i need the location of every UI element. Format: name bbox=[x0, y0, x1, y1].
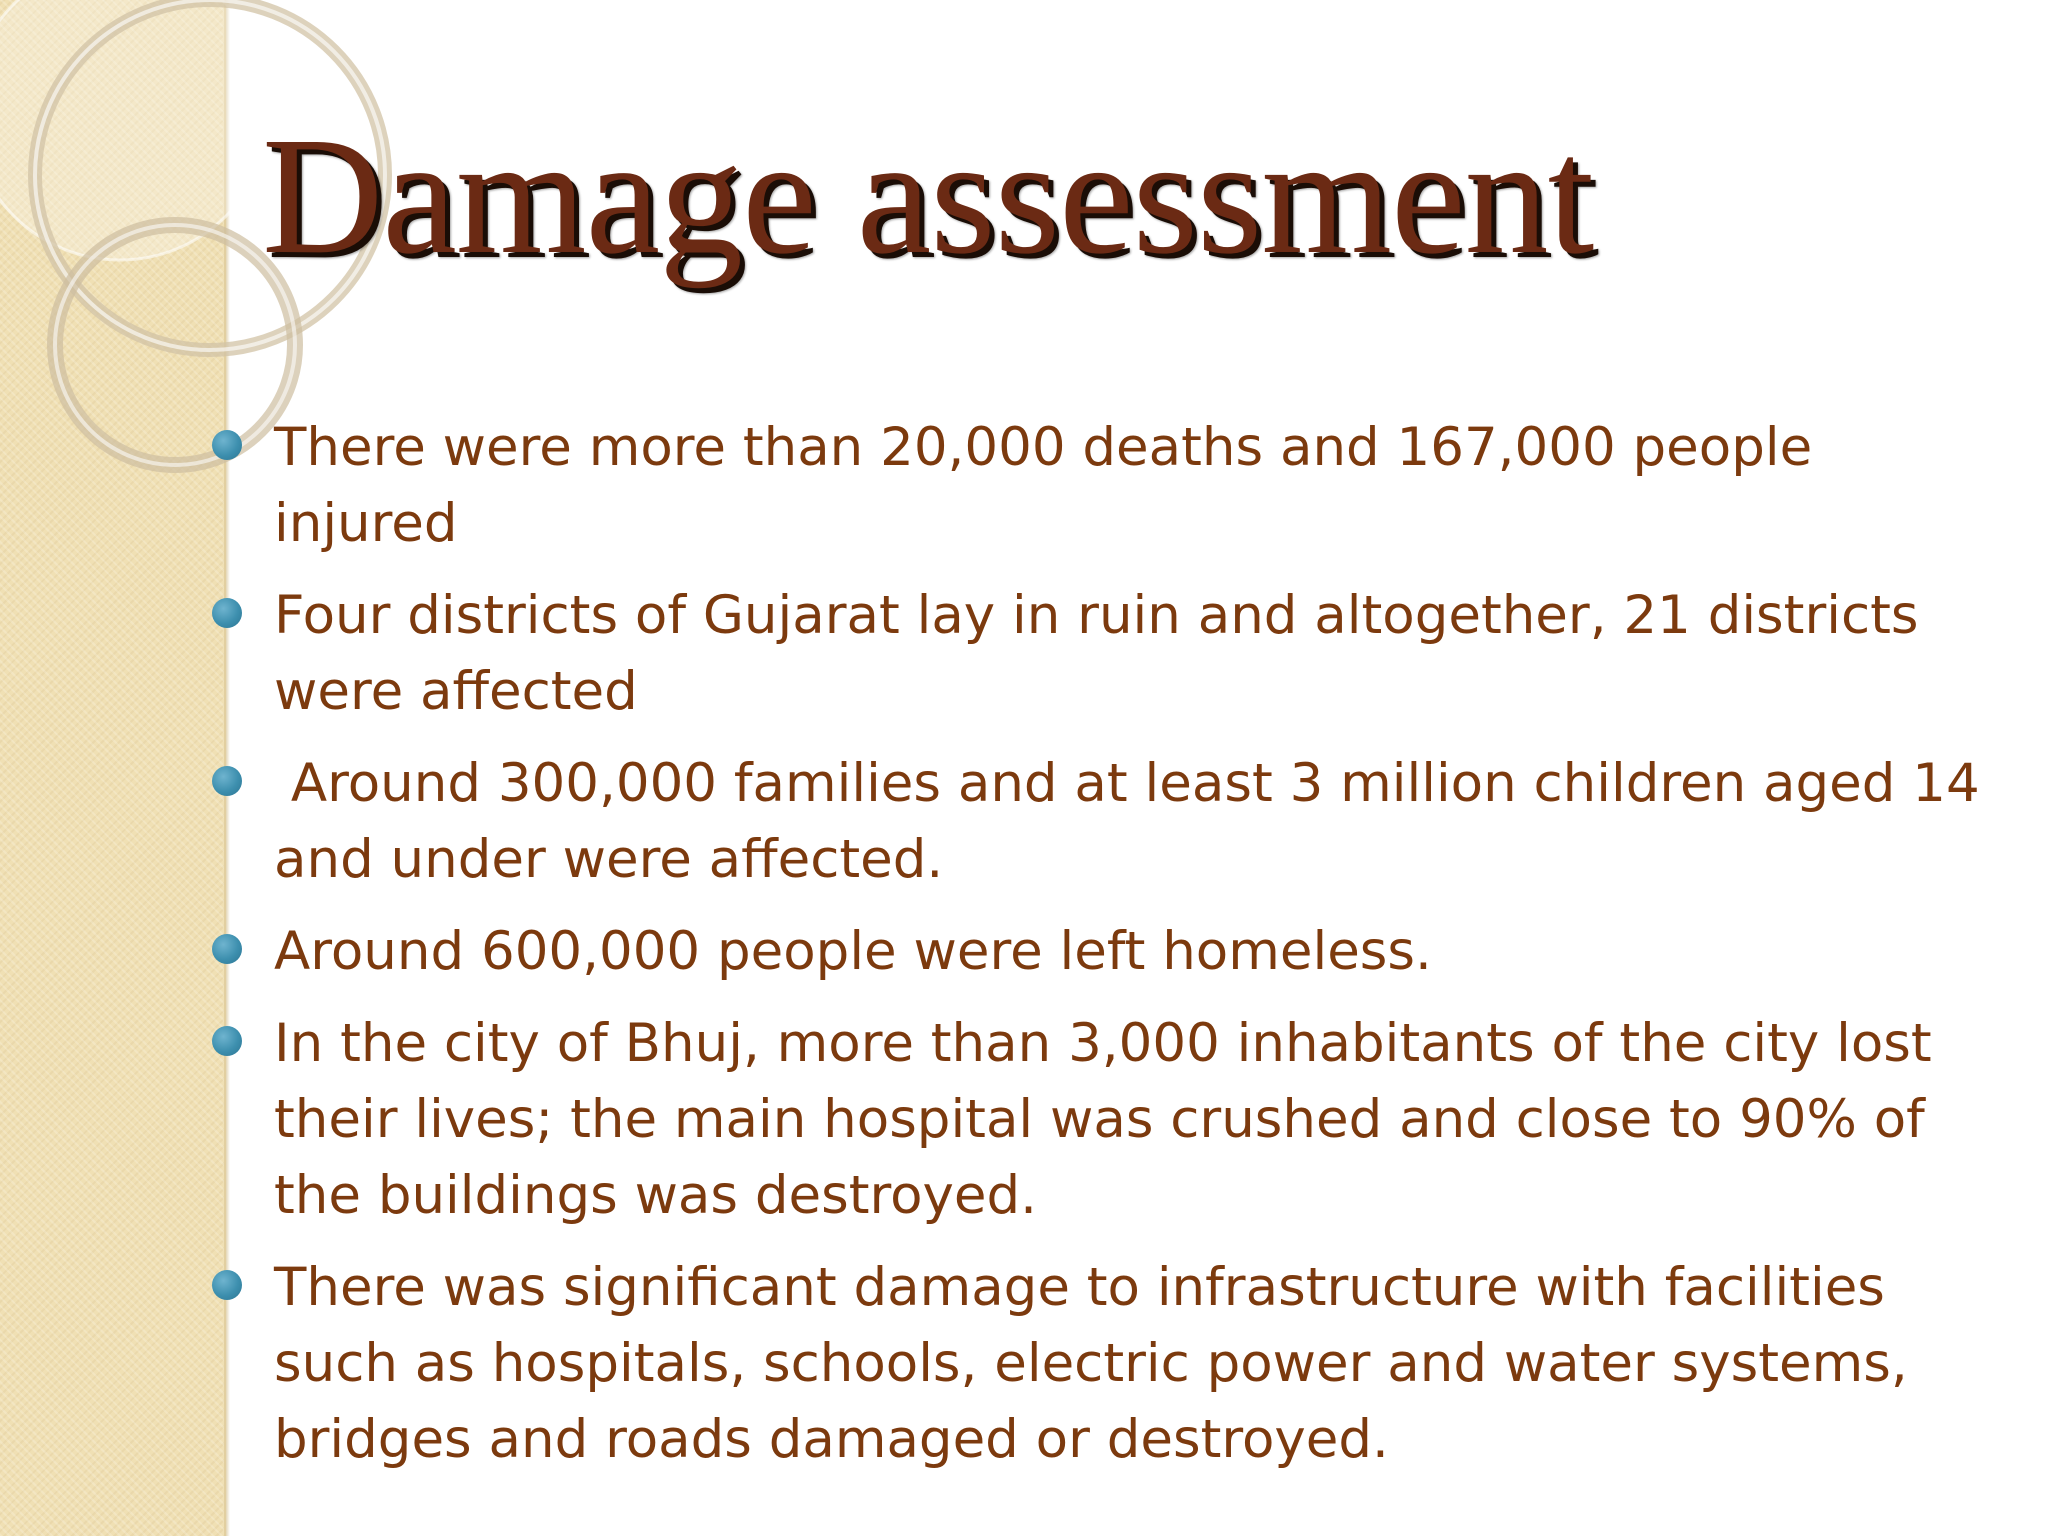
bullet-list bbox=[212, 410, 1997, 1494]
bullet-text: There was significant damage to infrastructure with facilities such as hospitals, schools, electric power and water systems, bridges and roads damaged or destroyed. bbox=[274, 1257, 1908, 1470]
bullet-item-4 bbox=[212, 914, 1992, 990]
bullet-dot-icon bbox=[212, 934, 242, 964]
bullet-dot-icon bbox=[212, 1026, 242, 1056]
bullet-item-6 bbox=[212, 1250, 1992, 1478]
slide-title: Damage assessment bbox=[262, 103, 1594, 289]
bullet-text: There were more than 20,000 deaths and 167,000 people injured bbox=[274, 417, 1813, 554]
bullet-item-5 bbox=[212, 1006, 1992, 1234]
bullet-text: In the city of Bhuj, more than 3,000 inhabitants of the city lost their lives; the main hospital was crushed and close to 90% of the buildings was destroyed. bbox=[274, 1013, 1932, 1226]
bullet-dot-icon bbox=[212, 598, 242, 628]
bullet-text: Around 300,000 families and at least 3 million children aged 14 and under were affected. bbox=[274, 753, 1997, 890]
bullet-text: Four districts of Gujarat lay in ruin and altogether, 21 districts were affected bbox=[274, 585, 1919, 722]
bullet-item-3 bbox=[212, 746, 1997, 898]
bullet-item-2 bbox=[212, 578, 1992, 730]
bullet-dot-icon bbox=[212, 766, 242, 796]
bullet-item-1 bbox=[212, 410, 1992, 562]
bullet-dot-icon bbox=[212, 430, 242, 460]
bullet-text: Around 600,000 people were left homeless. bbox=[274, 921, 1432, 982]
bullet-dot-icon bbox=[212, 1270, 242, 1300]
